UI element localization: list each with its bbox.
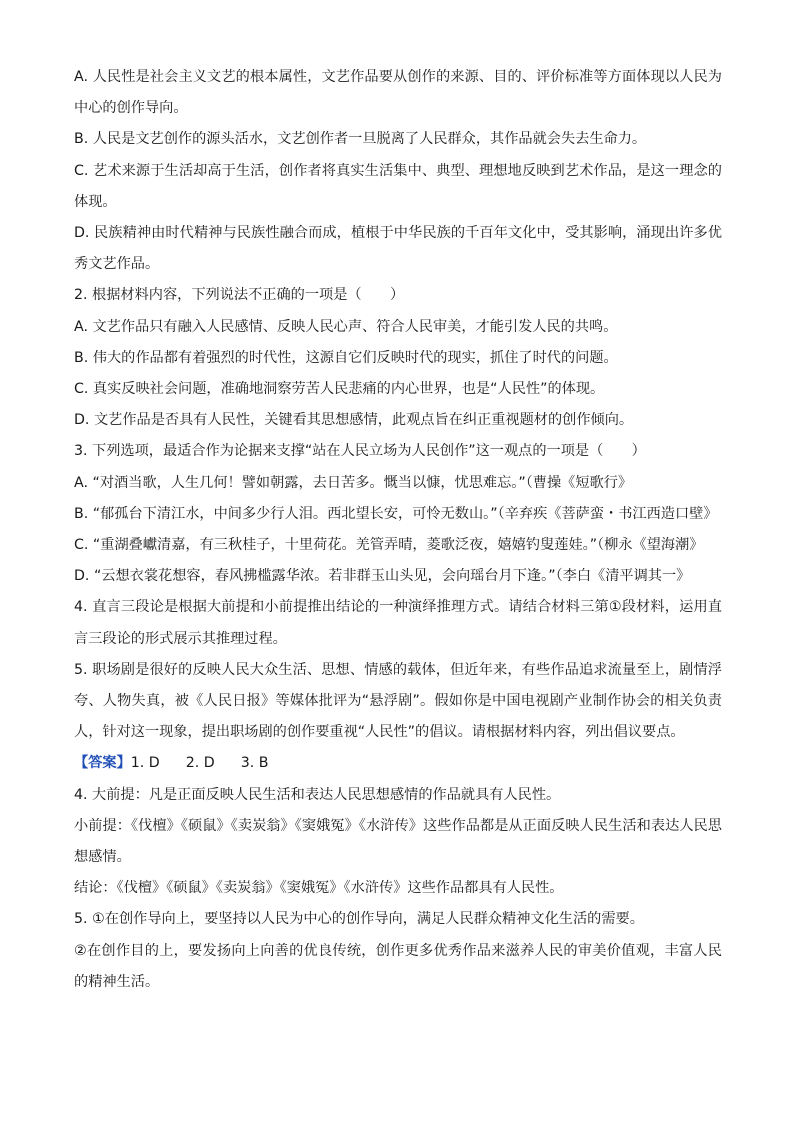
q1-option-a: A. 人民性是社会主义文艺的根本属性，文艺作品要从创作的来源、目的、评价标准等方面体现以人民为中心的创作导向。 <box>74 69 722 117</box>
q2-option-d: D. 文艺作品是否具有人民性，关键看其思想感情，此观点旨在纠正重视题材的创作倾向。 <box>74 412 634 429</box>
a4-minor-premise: 小前提：《伐檀》《硕鼠》《卖炭翁》《窦娥冤》《水浒传》这些作品都是从正面反映人民生活和表达人民思想感情。 <box>74 817 722 866</box>
answer-label: 【答案】 <box>74 755 131 772</box>
q3-option-a: A. “对酒当歌，人生几何！譬如朝露，去日苦多。慨当以慷，忧思难忘。”（曹操《短歌行》 <box>74 474 633 491</box>
answer-3: 3. B <box>240 755 269 772</box>
q2-option-a: A. 文艺作品只有融入人民感情、反映人民心声、符合人民审美，才能引发人民的共鸣。 <box>74 318 618 335</box>
q1-option-b: B. 人民是文艺创作的源头活水，文艺创作者一旦脱离了人民群众，其作品就会失去生命力。 <box>74 131 647 148</box>
q3-option-b: B. “郁孤台下清江水，中间多少行人泪。西北望长安，可怜无数山。”（辛弃疾《菩萨蛮・书江西造口壁》 <box>74 505 718 522</box>
answer-2: 2. D <box>185 755 215 772</box>
q1-option-d: D. 民族精神由时代精神与民族性融合而成，植根于中华民族的千百年文化中，受其影响，涌现出许多优秀文艺作品。 <box>74 225 722 273</box>
q3-stem: 3. 下列选项，最适合作为论据来支撑“站在人民立场为人民创作”这一观点的一项是（ ） <box>74 443 646 460</box>
answer-line <box>74 748 722 779</box>
document-page <box>74 62 722 998</box>
q4-stem: 4. 直言三段论是根据大前提和小前提推出结论的一种演绎推理方式。请结合材料三第①段材料，运用直言三段论的形式展示其推理过程。 <box>74 599 722 647</box>
answer-1: 1. D <box>130 755 160 772</box>
q1-option-c: C. 艺术来源于生活却高于生活，创作者将真实生活集中、典型、理想地反映到艺术作品，是这一理念的体现。 <box>74 162 722 210</box>
q5-stem: 5. 职场剧是很好的反映人民大众生活、思想、情感的载体，但近年来，有些作品追求流量至上，剧情浮夸、人物失真，被《人民日报》等媒体批评为“悬浮剧”。假如你是中国电视剧产业制作协会的相关负责人，针对这一现象，提出职场剧的创作要重视“人民性”的倡议。请根据材料内容，列出倡议要点。 <box>74 661 722 741</box>
q3-option-c: C. “重湖叠巘清嘉，有三秋桂子，十里荷花。羌管弄晴，菱歌泛夜，嬉嬉钓叟莲娃。”（柳永《望海潮》 <box>74 537 704 554</box>
a4-major-premise: 4. 大前提：凡是正面反映人民生活和表达人民思想感情的作品就具有人民性。 <box>74 786 561 803</box>
q2-option-b: B. 伟大的作品都有着强烈的时代性，这源自它们反映时代的现实，抓住了时代的问题。 <box>74 349 618 366</box>
q2-option-c: C. 真实反映社会问题，准确地洞察劳苦人民悲痛的内心世界，也是“人民性”的体现。 <box>74 381 605 398</box>
q2-stem: 2. 根据材料内容，下列说法不正确的一项是（ ） <box>74 287 405 304</box>
q3-option-d: D. “云想衣裳花想容，春风拂槛露华浓。若非群玉山头见，会向瑶台月下逢。”（李白《清平调其一》 <box>74 568 691 585</box>
a4-conclusion: 结论：《伐檀》《硕鼠》《卖炭翁》《窦娥冤》《水浒传》这些作品都具有人民性。 <box>74 880 564 897</box>
a5-point-1: 5. ①在创作导向上，要坚持以人民为中心的创作导向，满足人民群众精神文化生活的需要。 <box>74 911 644 928</box>
a5-point-2: ②在创作目的上，要发扬向上向善的优良传统，创作更多优秀作品来滋养人民的审美价值观，丰富人民的精神生活。 <box>74 942 722 990</box>
